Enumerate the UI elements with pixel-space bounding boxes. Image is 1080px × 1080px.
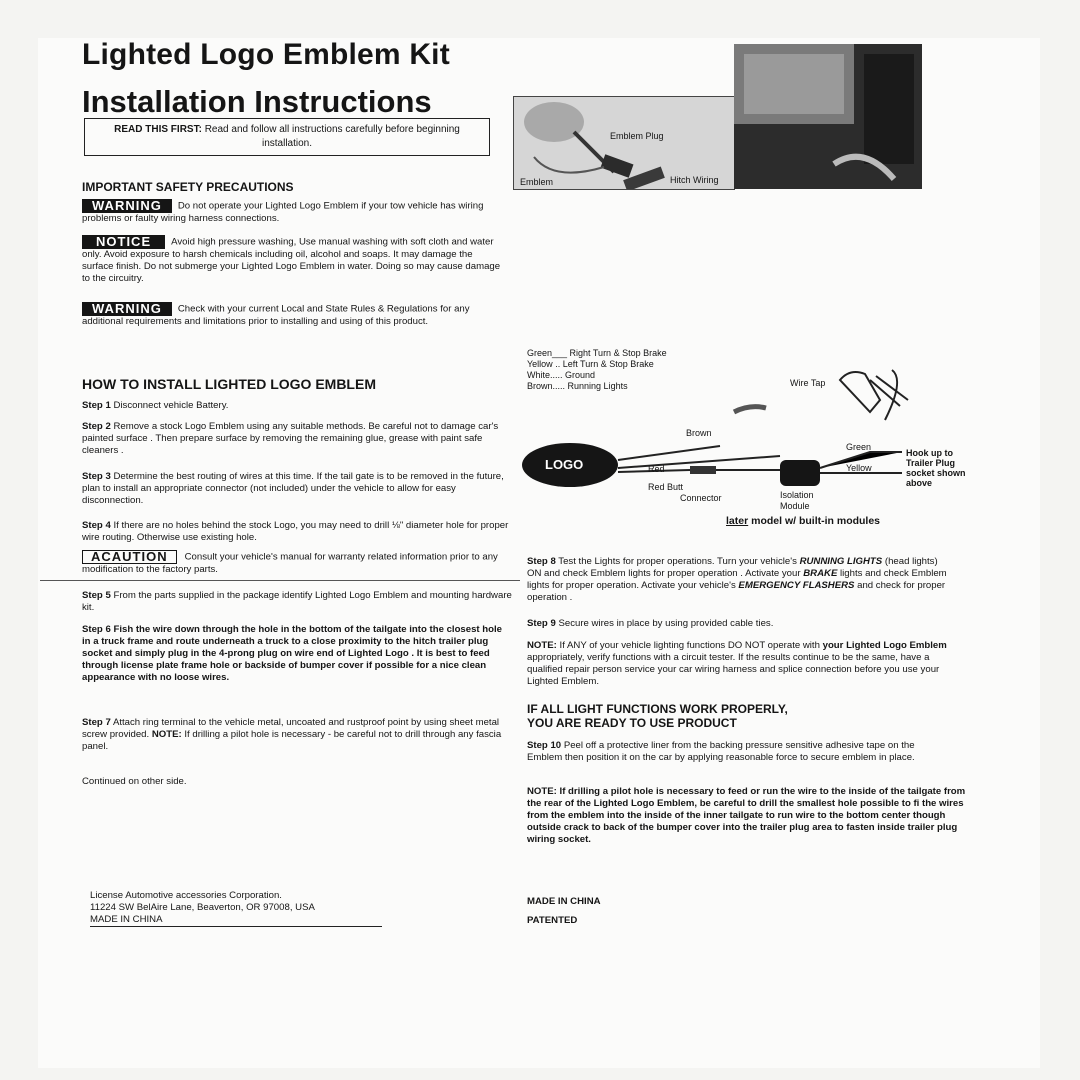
warning-1-text: Do not operate your Lighted Logo Emblem if your tow vehicle has wiring problems or faulty wiring harness connections. xyxy=(82,200,484,224)
step-1 xyxy=(82,400,512,412)
legend-row-brown: Brown..... Running Lights xyxy=(527,381,628,391)
read-first-label: READ THIS FIRST: xyxy=(114,124,202,135)
step-5 xyxy=(82,590,512,614)
step-10 xyxy=(527,740,947,764)
caution-text: Consult your vehicle's manual for warranty related information prior to any modification to the factory parts. xyxy=(82,551,498,575)
note-2-text: If drilling a pilot hole is necessary to feed or run the wire to the inside of the tailgate from the rear of the Lighted Logo Emblem, be careful to drill the smallest hole possible to fi the wires from the emblem into the inside of the inner tailgate to run wire to the bottom center though outside crack to back of the bumper cover into the trailer plug area to fasten inside trailer plug wiring socket. xyxy=(527,786,966,845)
divider-line xyxy=(40,580,520,581)
red-label: Red xyxy=(648,464,665,474)
title-line-2: Installation Instructions xyxy=(82,84,432,119)
step-8-flashers: EMERGENCY FLASHERS xyxy=(738,580,855,591)
step-3-label: Step 3 xyxy=(82,471,111,482)
step-9-label: Step 9 xyxy=(527,618,556,629)
legend-row-green: Green___ Right Turn & Stop Brake xyxy=(527,348,667,358)
tailgate-photo xyxy=(734,44,922,189)
note-1-label: NOTE: xyxy=(527,640,557,651)
step-8-label: Step 8 xyxy=(527,556,556,567)
notice-tag: NOTICE xyxy=(82,235,165,249)
caution-tag: ACAUTION xyxy=(82,550,177,564)
read-first-text: Read and follow all instructions carefully before beginning installation. xyxy=(204,124,460,149)
ready-heading-1: IF ALL LIGHT FUNCTIONS WORK PROPERLY, xyxy=(527,702,788,716)
caption-later: later xyxy=(726,515,749,527)
emblem-plug-label: Emblem Plug xyxy=(610,131,664,141)
connector-label: Connector xyxy=(680,493,722,503)
note-1-text-1: If ANY of your vehicle lighting functions DO NOT operate with xyxy=(559,640,820,651)
green-label: Green xyxy=(846,442,872,452)
yellow-label: Yellow xyxy=(846,463,872,473)
wire-tap-icon xyxy=(840,372,880,412)
step-6-text: Fish the wire down through the hole in the bottom of the tailgate into the closest hole in a truck frame and route underneath a truck to a close proximity to the hitch trailer plug socket and simply plug in the 4-prong plug on wire end of Lighted Logo . It is best to feed through license plate frame hole or backside of bumper cover if possible for a nice clean appearance with no loose wires. xyxy=(82,624,503,683)
warning-2 xyxy=(82,302,502,328)
patented: PATENTED xyxy=(527,915,578,926)
legend-row-yellow: Yellow .. Left Turn & Stop Brake xyxy=(527,359,654,369)
wire-tap-label: Wire Tap xyxy=(790,378,826,388)
warning-1 xyxy=(82,199,502,225)
company-name: License Automotive accessories Corporation. xyxy=(90,890,282,901)
hitch-wiring-label: Hitch Wiring xyxy=(670,175,719,185)
warning-2-text: Check with your current Local and State Rules & Regulations for any additional requirements and limitations prior to installing and using of this product. xyxy=(82,303,470,327)
step-7-note-text: If drilling a pilot hole is necessary - be careful not to drill through any fascia panel. xyxy=(82,729,502,752)
step-8-running: RUNNING LIGHTS xyxy=(799,556,883,567)
read-first-box xyxy=(84,118,490,156)
wiring-photo xyxy=(513,96,735,190)
tailgate-photo-art xyxy=(734,44,922,189)
step-10-label: Step 10 xyxy=(527,740,562,751)
step-8-brake: BRAKE xyxy=(803,568,838,579)
step-8-text-3: lights and check Emblem lights for proper operation. Activate your vehicle's xyxy=(527,568,947,591)
caution xyxy=(82,550,512,576)
made-in-china: MADE IN CHINA xyxy=(527,896,601,907)
step-1-label: Step 1 xyxy=(82,400,111,411)
brown-wire xyxy=(618,446,720,460)
step-9-text: Secure wires in place by using provided cable ties. xyxy=(558,618,774,629)
step-9 xyxy=(527,618,947,630)
warning-tag: WARNING xyxy=(82,199,172,213)
diagram-caption xyxy=(726,515,880,527)
isolation-module-label: Isolation Module xyxy=(780,490,814,511)
title-line-1: Lighted Logo Emblem Kit xyxy=(82,38,450,71)
step-4 xyxy=(82,520,512,544)
company-made-in: MADE IN CHINA xyxy=(90,914,382,927)
step-6-label: Step 6 xyxy=(82,624,111,635)
step-8-text-1: Test the Lights for proper operations. Turn your vehicle's xyxy=(558,556,797,567)
brown-label: Brown xyxy=(686,428,712,438)
company-info xyxy=(90,890,390,927)
caption-rest: model w/ built-in modules xyxy=(751,515,881,527)
wiring-diagram xyxy=(520,360,960,520)
note-1-text-2: appropriately, verify functions with a circuit tester. If the results continue to be the same, have a qualified repair person service your car wiring harness and splice connection before you use your Lighted Emblem. xyxy=(527,652,940,687)
ready-heading-2: YOU ARE READY TO USE PRODUCT xyxy=(527,716,737,730)
company-address: 11224 SW BelAire Lane, Beaverton, OR 97008, USA xyxy=(90,902,315,913)
step-7-label: Step 7 xyxy=(82,717,111,728)
note-1-bold: your Lighted Logo Emblem xyxy=(822,640,947,651)
step-2 xyxy=(82,421,512,457)
legend-row-white: White..... Ground xyxy=(527,370,596,380)
step-10-text: Peel off a protective liner from the backing pressure sensitive adhesive tape on the Emblem then position it on the car by applying reasonable force to secure emblem in place. xyxy=(527,740,915,763)
step-3 xyxy=(82,471,512,507)
emblem-label: Emblem xyxy=(520,177,554,187)
step-2-label: Step 2 xyxy=(82,421,111,432)
step-7-note-label: NOTE: xyxy=(151,729,182,740)
continued-note: Continued on other side. xyxy=(82,776,187,787)
notice xyxy=(82,235,502,285)
step-6 xyxy=(82,624,512,684)
step-8-text-4: and check for proper operation . xyxy=(527,580,946,603)
step-2-text: Remove a stock Logo Emblem using any suitable methods. Be careful not to damage car's painted surface . Then prepare surface by removing the remaining glue, grease with paint safe cleaners . xyxy=(82,421,499,456)
note-1 xyxy=(527,640,952,688)
note-2-label: NOTE: xyxy=(527,786,557,797)
wire-tap-clip xyxy=(734,407,766,412)
step-4-label: Step 4 xyxy=(82,520,111,531)
install-heading: HOW TO INSTALL LIGHTED LOGO EMBLEM xyxy=(82,376,376,392)
red-butt-label: Red Butt xyxy=(648,482,684,492)
step-5-text: From the parts supplied in the package identify Lighted Logo Emblem and mounting hardware kit. xyxy=(82,590,512,613)
hook-up-label: Hook up to Trailer Plug socket shown above xyxy=(906,448,966,488)
warning-tag-2: WARNING xyxy=(82,302,172,316)
step-8-text-2: (head lights) ON and check Emblem lights for proper operation . Activate your xyxy=(527,556,938,579)
ready-heading xyxy=(527,702,788,730)
note-2 xyxy=(527,786,975,846)
step-4-text: If there are no holes behind the stock Logo, you may need to drill ⅛" diameter hole for proper wire routing. Otherwise use existing hole. xyxy=(82,520,509,543)
notice-text: Avoid high pressure washing, Use manual washing with soft cloth and water only. Avoid exposure to harsh chemicals including oil, alcohol and soaps. It may damage the surface finish. Do not submerge your Lighted Logo Emblem in water. Doing so may cause damage to the circuitry. xyxy=(82,236,501,284)
logo-text: LOGO xyxy=(545,457,584,472)
isolation-module-shape xyxy=(780,460,820,486)
safety-heading: IMPORTANT SAFETY PRECAUTIONS xyxy=(82,180,294,194)
step-1-text: Disconnect vehicle Battery. xyxy=(113,400,229,411)
step-7-text: Attach ring terminal to the vehicle metal, uncoated and rustproof point by using sheet metal screw provided. xyxy=(82,717,500,740)
red-butt-connector xyxy=(690,466,716,474)
step-8 xyxy=(527,556,947,604)
step-5-label: Step 5 xyxy=(82,590,111,601)
step-3-text: Determine the best routing of wires at this time. If the tail gate is to be removed in the future, plan to install an appropriate connector (not included) under the vehicle to allow for easy disconnection. xyxy=(82,471,504,506)
step-7 xyxy=(82,717,512,753)
